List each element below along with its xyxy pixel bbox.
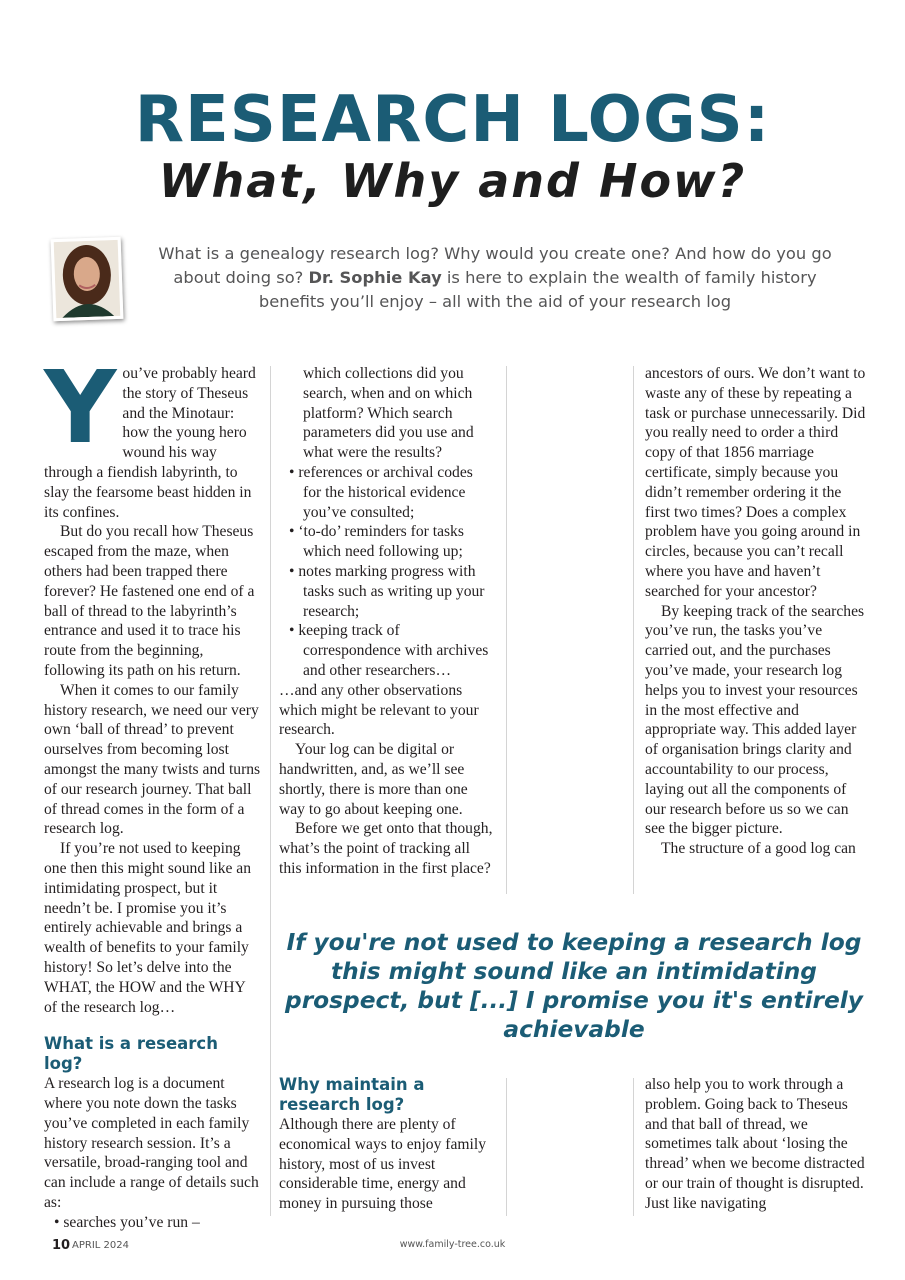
section-heading-why: Why maintain a research log?: [279, 1075, 425, 1114]
body-paragraph: ancestors of ours. We don’t want to waste any of these by repeating a task or purchase unnecessarily. Did you really need to order a third copy of that 1856 marriage certificate, simply because you didn’t remember ordering it the first two times? Does a complex problem have you going around in circles, because you can’t recall where you have and haven’t searched for your ancestor?: [645, 365, 866, 600]
column-divider: [633, 366, 634, 894]
website-url: www.family-tree.co.uk: [399, 1239, 506, 1250]
column-divider: [633, 1078, 634, 1216]
bullet-item: • references or archival codes for the historical evidence you’ve consulted;: [289, 463, 473, 521]
drop-cap: Y: [44, 349, 117, 466]
body-paragraph: If you’re not used to keeping one then this might sound like an intimidating prospect, but it needn’t be. I promise you it’s entirely achievable and brings a wealth of benefits to your family history! So let’s delve into the WHAT, the HOW and the WHY of the research log…: [44, 840, 252, 1016]
standfirst: [140, 242, 850, 314]
bullet-item: • ‘to-do’ reminders for tasks which need following up;: [289, 523, 464, 561]
column-divider: [506, 1078, 507, 1216]
bullet-item: • searches you’ve run –: [54, 1213, 200, 1231]
article-subtitle: What, Why and How?: [158, 154, 747, 208]
column-divider: [506, 366, 507, 894]
body-paragraph: A research log is a document where you note down the tasks you’ve completed in each family history research session. It’s a versatile, broad-ranging tool and can include a range of details such as:: [44, 1075, 259, 1212]
column-1: [44, 349, 262, 1233]
bullet-item: • keeping track of correspondence with archives and other researchers…: [289, 622, 489, 679]
standfirst-text-before: What is a genealogy research log? Why would you create one? And how do you go about doing so?: [158, 244, 832, 287]
column-2-lower: [279, 1075, 494, 1214]
author-name: Dr. Sophie Kay: [308, 268, 442, 287]
section-heading-what: What is a research log?: [44, 1034, 218, 1074]
body-paragraph: Before we get onto that though, what’s the point of tracking all this information in the first place?: [279, 820, 493, 877]
article-title: RESEARCH LOGS:: [134, 83, 771, 157]
bullet-item: • notes marking progress with tasks such as writing up your research;: [289, 562, 485, 620]
column-3-lower: [645, 1075, 867, 1214]
pull-quote: If you're not used to keeping a research log this might sound like an intimidating prospect, but [...] I promise you it's entirely achievable: [285, 929, 863, 1043]
body-paragraph: But do you recall how Theseus escaped from the maze, when others had been trapped there forever? He fastened one end of a ball of thread to the labyrinth’s entrance and used it to trace his route from the beginning, following its path on his return.: [44, 523, 255, 679]
author-photo: [51, 237, 124, 321]
body-paragraph: When it comes to our family history research, we need our very own ‘ball of thread’ to prevent ourselves from becoming lost amongst the many twists and turns of our research journey. That ball of thread comes in the form of a research log.: [44, 681, 261, 838]
body-paragraph: ou’ve probably heard the story of Theseus and the Minotaur: how the young hero wound his way through a fiendish labyrinth, to slay the fearsome beast hidden in its confines.: [44, 365, 256, 521]
issue-date: APRIL 2024: [72, 1240, 129, 1251]
column-divider: [270, 366, 271, 1216]
column-2: [279, 364, 494, 879]
body-paragraph: By keeping track of the searches you’ve run, the tasks you’ve carried out, and the purchases you’ve made, your research log helps you to invest your resources in the most effective and appropriate way. This added layer of organisation brings clarity and accountability to our process, laying out all the components of our research before us so we can see the bigger picture.: [645, 602, 865, 838]
body-paragraph: Your log can be digital or handwritten, and, as we’ll see shortly, there is more than one way to go about keeping one.: [279, 741, 468, 818]
body-paragraph: The structure of a good log can: [661, 840, 856, 858]
bullet-continuation: which collections did you search, when and on which platform? Which search parameters did you use and what were the results?: [303, 365, 474, 462]
column-3: [645, 364, 867, 859]
body-paragraph: also help you to work through a problem. Going back to Theseus and that ball of thread, we sometimes talk about ‘losing the thread’ when we become distracted or our train of thought is disrupted. Just like navigating: [645, 1076, 865, 1212]
body-paragraph: …and any other observations which might be relevant to your research.: [279, 681, 479, 739]
author-portrait-image: [54, 240, 121, 318]
body-paragraph: Although there are plenty of economical ways to enjoy family history, most of us invest considerable time, energy and money in pursuing those: [279, 1116, 486, 1213]
page-number: 10: [52, 1238, 71, 1253]
standfirst-text-after: is here to explain the wealth of family history benefits you’ll enjoy – all with the aid of your research log: [258, 268, 817, 311]
